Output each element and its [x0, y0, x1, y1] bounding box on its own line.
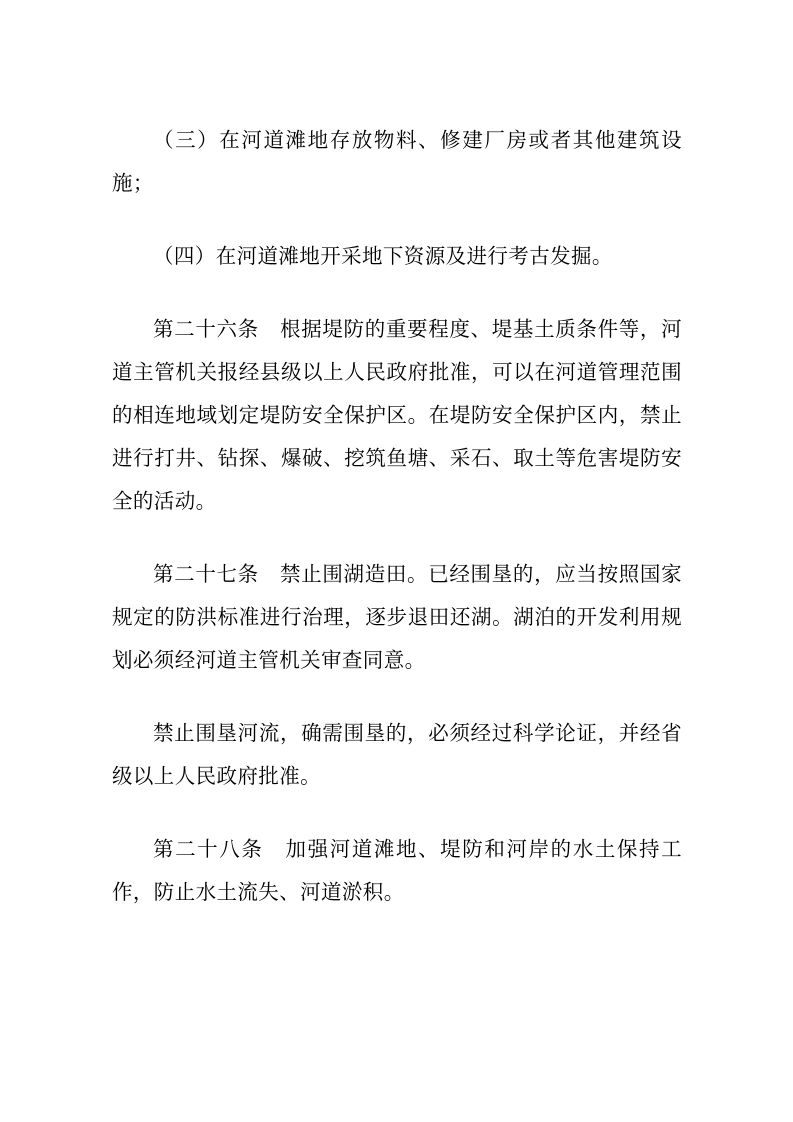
paragraph-article-27: 第二十七条 禁止围湖造田。已经围垦的，应当按照国家规定的防洪标准进行治理，逐步退田还湖。湖泊的开发利用规划必须经河道主管机关审查同意。 [112, 564, 682, 672]
paragraph-article-27-continued: 禁止围垦河流，确需围垦的，必须经过科学论证，并经省级以上人民政府批准。 [112, 723, 682, 788]
paragraph-article-28: 第二十八条 加强河道滩地、堤防和河岸的水土保持工作，防止水土流失、河道淤积。 [112, 839, 682, 904]
paragraph-article-26: 第二十六条 根据堤防的重要程度、堤基土质条件等，河道主管机关报经县级以上人民政府批准，可以在河道管理范围的相连地域划定堤防安全保护区。在堤防安全保护区内，禁止进行打井、钻探、爆破、挖筑鱼塘、采石、取土等危害堤防安全的活动。 [112, 319, 682, 513]
paragraph-item-four: （四）在河道滩地开采地下资源及进行考古发掘。 [153, 246, 613, 268]
paragraph-item-three: （三）在河道滩地存放物料、修建厂房或者其他建筑设施； [112, 130, 682, 195]
document-body [112, 120, 682, 915]
